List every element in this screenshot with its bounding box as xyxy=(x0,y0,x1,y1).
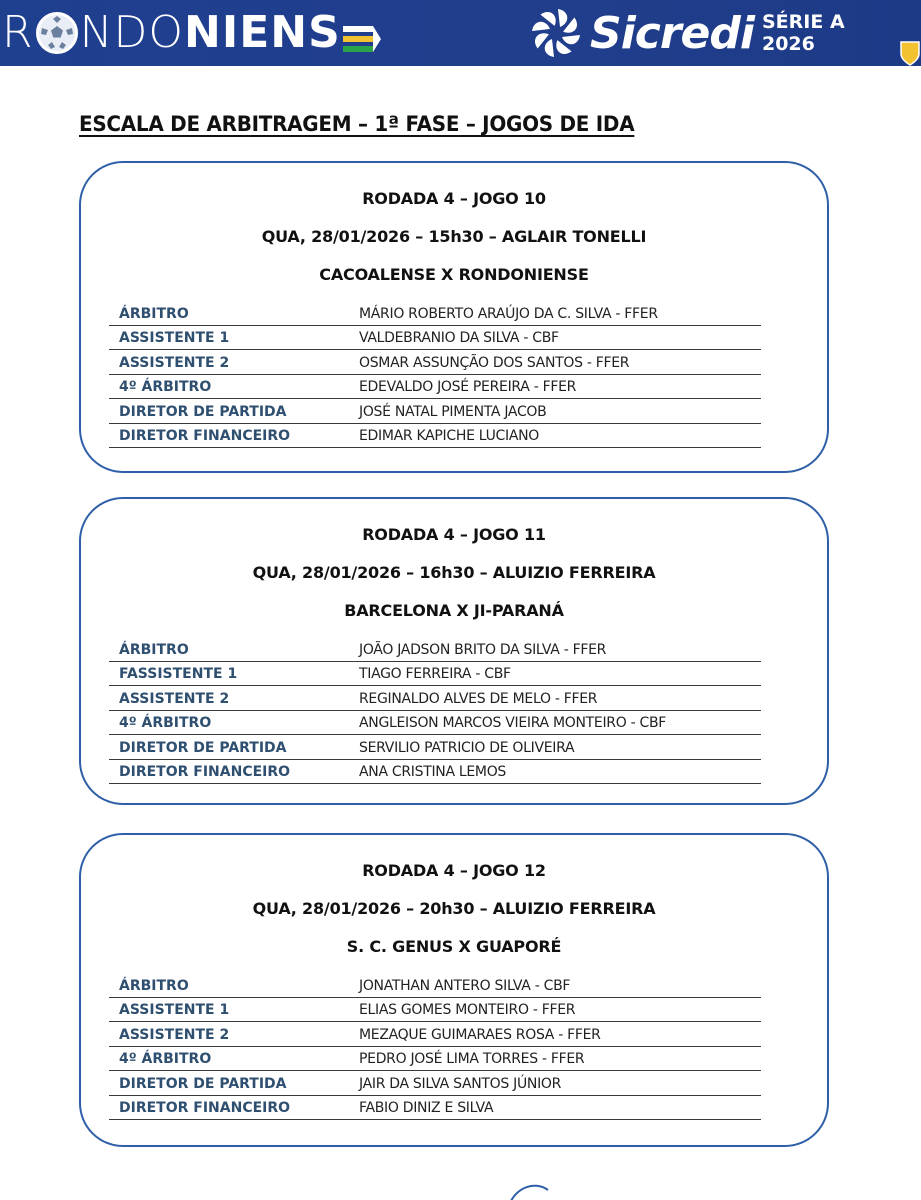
crew-role: DIRETOR DE PARTIDA xyxy=(119,739,287,756)
brand-text-end: NIENS xyxy=(184,7,341,58)
sicredi-logo-icon xyxy=(528,5,584,61)
crew-table xyxy=(109,301,761,448)
crew-row xyxy=(109,424,761,449)
crew-row xyxy=(109,686,761,711)
match-teams: CACOALENSE X RONDONIENSE xyxy=(319,265,589,284)
crew-person: VALDEBRANIO DA SILVA - CBF xyxy=(359,330,559,346)
crew-role: ÁRBITRO xyxy=(119,305,189,322)
crew-person: PEDRO JOSÉ LIMA TORRES - FFER xyxy=(359,1051,585,1067)
crew-role: 4º ÁRBITRO xyxy=(119,379,212,395)
crew-person: EDIMAR KAPICHE LUCIANO xyxy=(359,428,539,444)
crew-role: ÁRBITRO xyxy=(119,641,189,658)
crew-row xyxy=(109,1022,761,1047)
signature-mark xyxy=(504,1180,554,1200)
crew-table xyxy=(109,973,761,1120)
crew-person: REGINALDO ALVES DE MELO - FFER xyxy=(359,690,598,707)
brand-rondoniense xyxy=(0,0,383,66)
crew-row xyxy=(109,301,761,326)
crew-person: JONATHAN ANTERO SILVA - CBF xyxy=(359,977,571,994)
rondonia-flag-icon xyxy=(343,14,383,52)
crew-role: DIRETOR FINANCEIRO xyxy=(119,428,291,444)
crew-role: ASSISTENTE 2 xyxy=(119,1026,230,1043)
match-teams: S. C. GENUS X GUAPORÉ xyxy=(346,937,562,956)
crew-role: 4º ÁRBITRO xyxy=(119,1051,212,1067)
crew-row xyxy=(109,760,761,785)
crew-role: ASSISTENTE 2 xyxy=(119,354,230,371)
crew-row xyxy=(109,375,761,400)
crew-person: ELIAS GOMES MONTEIRO - FFER xyxy=(359,1002,576,1018)
crew-person: OSMAR ASSUNÇÃO DOS SANTOS - FFER xyxy=(359,354,630,371)
crew-role: ÁRBITRO xyxy=(119,977,189,994)
crew-row xyxy=(109,973,761,998)
brand-text-start: R xyxy=(2,7,34,58)
header-banner xyxy=(0,0,921,66)
crew-role: DIRETOR DE PARTIDA xyxy=(119,403,287,420)
match-date-venue: QUA, 28/01/2026 – 15h30 – AGLAIR TONELLI xyxy=(261,227,647,246)
crew-person: EDEVALDO JOSÉ PEREIRA - FFER xyxy=(359,379,577,395)
crew-row xyxy=(109,350,761,375)
match-card xyxy=(79,833,829,1147)
page-title: ESCALA DE ARBITRAGEM – 1ª FASE – JOGOS DE IDA xyxy=(79,112,635,136)
crew-row xyxy=(109,1071,761,1096)
crew-person: MEZAQUE GUIMARAES ROSA - FFER xyxy=(359,1026,601,1043)
crew-person: JOSÉ NATAL PIMENTA JACOB xyxy=(359,403,547,420)
crew-person: FABIO DINIZ E SILVA xyxy=(359,1100,494,1116)
crew-role: FASSISTENTE 1 xyxy=(119,666,238,682)
match-round: RODADA 4 – JOGO 12 xyxy=(362,861,546,880)
crew-row xyxy=(109,326,761,351)
crew-person: ANA CRISTINA LEMOS xyxy=(359,764,507,780)
crew-role: ASSISTENTE 1 xyxy=(119,330,230,346)
crew-row xyxy=(109,399,761,424)
crew-role: DIRETOR FINANCEIRO xyxy=(119,1100,291,1116)
serie-label xyxy=(762,11,845,55)
match-date-venue: QUA, 28/01/2026 – 20h30 – ALUIZIO FERREIRA xyxy=(252,899,656,918)
crew-person: ANGLEISON MARCOS VIEIRA MONTEIRO - CBF xyxy=(359,715,667,731)
crew-row xyxy=(109,711,761,736)
crew-row xyxy=(109,998,761,1023)
serie-line-2: 2026 xyxy=(761,33,815,55)
match-round: RODADA 4 – JOGO 11 xyxy=(362,525,546,544)
match-date-venue: QUA, 28/01/2026 – 16h30 – ALUIZIO FERREIRA xyxy=(252,563,656,582)
crew-row xyxy=(109,637,761,662)
brand-text-middle: NDO xyxy=(79,7,185,58)
match-teams: BARCELONA X JI-PARANÁ xyxy=(344,601,564,620)
crew-role: ASSISTENTE 1 xyxy=(119,1002,230,1018)
crew-role: DIRETOR DE PARTIDA xyxy=(119,1075,287,1092)
crew-role: ASSISTENTE 2 xyxy=(119,690,230,707)
crew-person: JAIR DA SILVA SANTOS JÚNIOR xyxy=(359,1075,562,1092)
soccer-ball-icon xyxy=(36,12,78,54)
crest-icon xyxy=(899,40,921,66)
match-round: RODADA 4 – JOGO 10 xyxy=(362,189,546,208)
crew-table xyxy=(109,637,761,784)
crew-person: JOÃO JADSON BRITO DA SILVA - FFER xyxy=(359,641,607,658)
sponsor-block xyxy=(528,0,845,66)
crew-row xyxy=(109,735,761,760)
crew-person: TIAGO FERREIRA - CBF xyxy=(359,666,511,682)
crew-role: 4º ÁRBITRO xyxy=(119,715,212,731)
crew-person: MÁRIO ROBERTO ARAÚJO DA C. SILVA - FFER xyxy=(359,305,658,322)
match-card xyxy=(79,161,829,473)
crew-role: DIRETOR FINANCEIRO xyxy=(119,764,291,780)
crew-row xyxy=(109,662,761,687)
serie-line-1: SÉRIE A xyxy=(761,11,845,33)
sponsor-name: Sicredi xyxy=(590,7,754,59)
crew-person: SERVILIO PATRICIO DE OLIVEIRA xyxy=(359,739,575,756)
crew-row xyxy=(109,1096,761,1121)
match-card xyxy=(79,497,829,805)
crew-row xyxy=(109,1047,761,1072)
